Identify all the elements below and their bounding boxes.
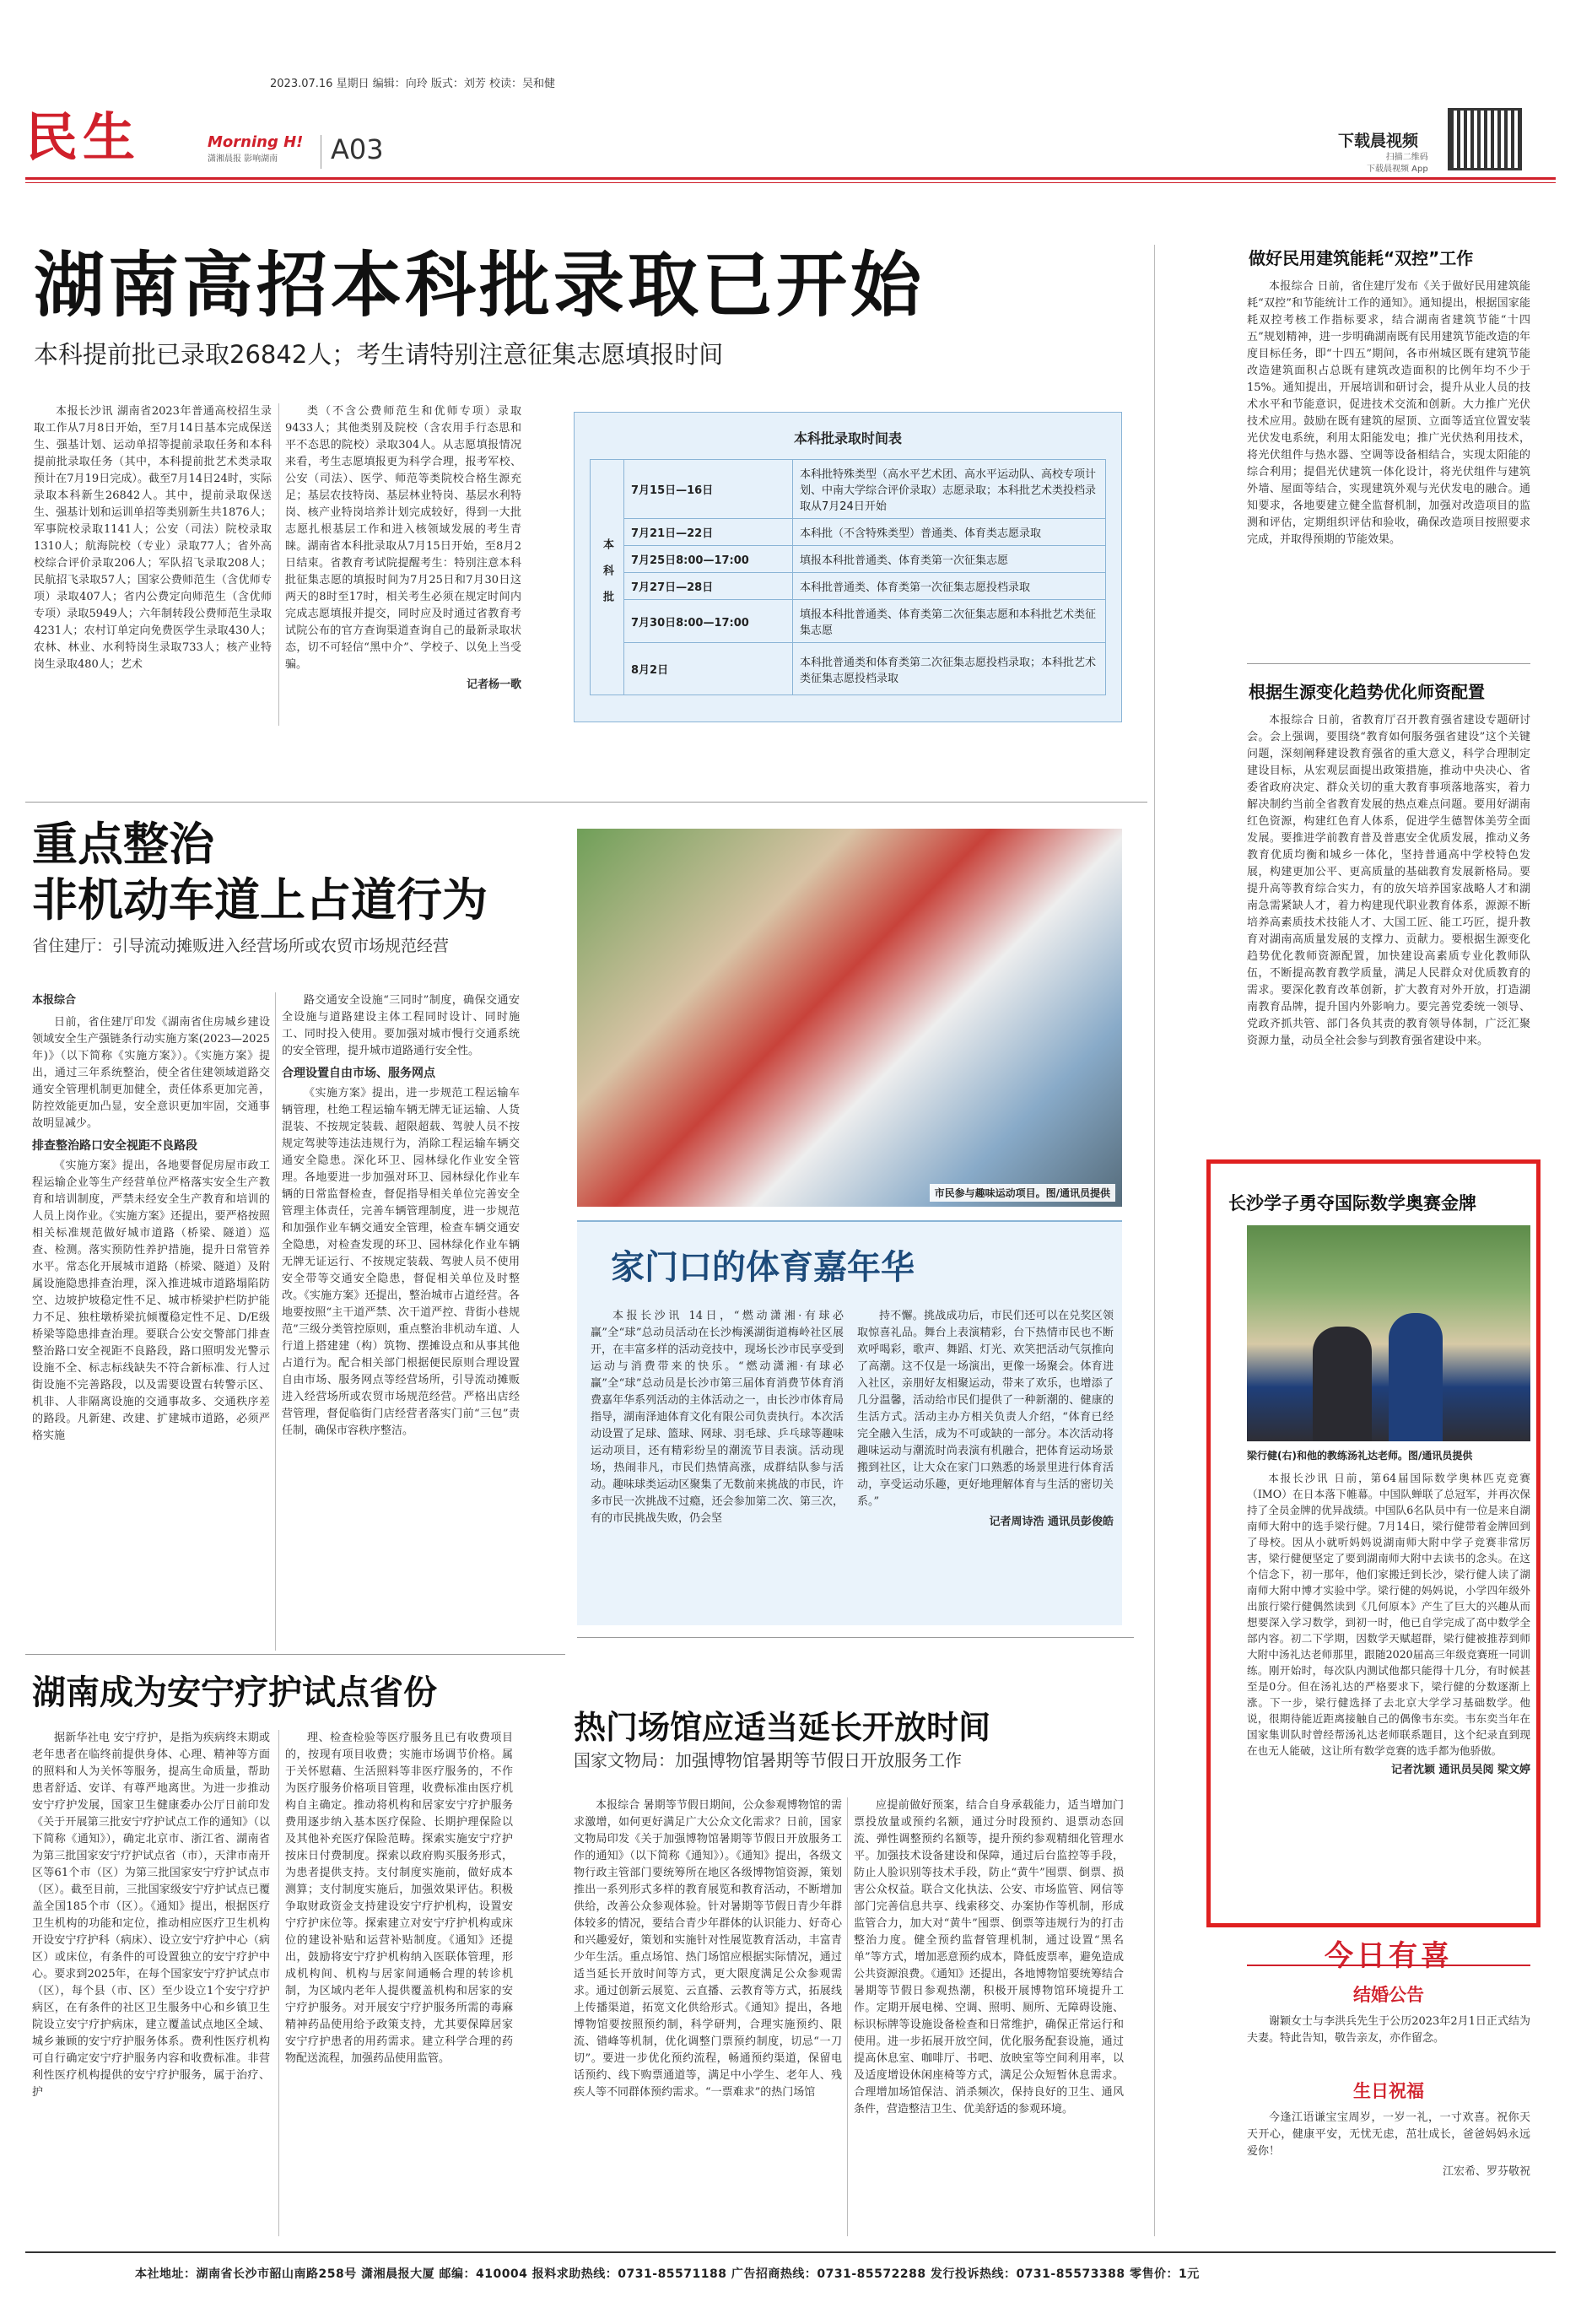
traffic-headline: 重点整治 非机动车道上占道行为 [32,818,488,927]
main-headline: 湖南高招本科批录取已开始 [34,244,925,327]
museum-col-2: 应提前做好预案，结合自身承载能力，适当增加门票投放量或预约名额，通过分时段预约、退票动态回流、弹性调整预约名额等，提升预约参观精细化管理水平。加强技术设备建设和保障，通过后台监控等手段，防止人脸识别等技术手段，防止“黄牛”囤票、倒票、损害公众权益。联合文化执法、公安、市场监管、网信等部门完善信息共享、线索移交、办案协作等机制，形成监管合力，加大对“黄牛”囤票、倒票等违规行为的打击整治力度。健全预约监督管理机制，通过设置“黑名单”等方式，增加恶意预约成本，降低废票率，避免造成公共资源浪费。《通知》还提出，各地博物馆要统筹结合暑期等节假日参观热潮，积极开展博物馆环境提升工作。定期开展电梯、空调、照明、厕所、无障碍设施、标识标牌等设施设备检查和日常维护，确保正常运行和使用。进一步拓展开放空间，优化服务配套设施，通过提高休息室、咖啡厅、书吧、放映室等空间利用率，以及适度增设休闲座椅等方式，满足公众短暂休息需求。合理增加场馆保洁、消杀频次，保持良好的卫生、通风条件，营造整洁卫生、优美舒适的参观环境。 [854,1799,1124,2116]
sports-photo [577,829,1122,1207]
math-headline: 长沙学子勇夺国际数学奥赛金牌 [1228,1193,1476,1213]
happy-banner: 今日有喜 [1247,1932,1530,1966]
medical-col-2: 理、检查检验等医疗服务且已有收费项目的，按现有项目收费；实施市场调节价格。属于关怀慰藉、生活照料等非医疗服务的，不作为医疗服务价格项目管理，收费标准由医疗机构自主确定。推动将机构和居家安宁疗护服务费用逐步纳入基本医疗保险、长期护理保险以及其他补充医疗保险范畴。探索实施安宁疗护按床日付费制度。探索以政府购买服务形式，为患者提供支持。支付制度实施前，做好成本测算；支付制度实施后，加强效果评估。积极争取财政资金支持建设安宁疗护机构，设置安宁疗护床位等。探索建立对安宁疗护机构或床位的建设补贴和运营补贴制度。《通知》还提出，鼓励将安宁疗护机构纳入医联体管理，形成机构间、机构与居家间通畅合理的转诊机制，为区域内老年人提供覆盖机构和居家的安宁疗护服务。对开展安宁疗护服务所需的毒麻精神药品使用给予政策支持，尤其要保障居家安宁疗护患者的用药需求。建立科学合理的药物配送流程，加强药品使用监管。 [285,1732,513,2065]
math-photo-caption: 梁行健(右)和他的教练汤礼达老师。图/通讯员提供 [1247,1450,1473,1462]
traffic-col-2: 路交通安全设施“三同时”制度，确保交通安全设施与道路建设主体工程同时设计、同时施工、同时投入使用。要加强对城市慢行交通系统的安全管理，提升城市道路通行安全性。 合理设置自由市场、服务网点 《实施方案》提出，进一步规范工程运输车辆管理，杜绝工程运输车辆无牌无证运输、人货混装、不按规定装载、超限超载、驾驶人员不按规定驾驶等违法违规行为，消除工程运输车辆交通安全隐患。深化环卫、园林绿化作业安全管理。各地要进一步加强对环卫、园林绿化作业车辆的日常监督检查，督促指导相关单位完善安全管理主体责任，完善车辆管理制度，进一步规范和加强作业车辆交通安全管理，检查车辆交通安全隐患，对检查发现的环卫、园林绿化作业车辆无牌无证运行、不按规定装载、驾驶人员不使用安全带等交通安全隐患，督促相关单位及时整改。《实施方案》还提出，整治城市占道经营。各地要按照“主干道严禁、次干道严控、背街小巷规范”三级分类管控原则，重点整治非机动车道、人行道上搭建建（构）筑物、摆摊设点和从事其他占道行为。配合相关部门根据便民原则合理设置自由市场、服务网点等经营场所，引导流动摊贩进入经营场所或农贸市场规范经营。严格出店经营管理，督促临街门店经营者落实门前“三包”责任制，确保市容秩序整洁。 [282,994,520,1437]
person-left [1313,1327,1372,1441]
museum-subhead: 国家文物局：加强博物馆暑期等节假日开放服务工作 [574,1750,962,1770]
page-number: A03 [331,133,384,165]
app-title: 下载晨视频 [1338,132,1419,150]
sports-col-2: 持不懈。挑战成功后，市民们还可以在兑奖区领取惊喜礼品。舞台上表演精彩，台下热情市民也不断欢呼喝彩，歌声、舞蹈、灯光、欢笑把活动气氛推向了高潮。这不仅是一场演出，更像一场聚会。体育进入社区，亲朋好友相聚运动，带来了欢乐，也增添了几分温馨，活动给市民们提供了一种新潮的、健康的生活方式。活动主办方相关负责人介绍，“体育已经完全融入生活，成为不可或缺的一部分。本次活动将趣味运动与潮流时尚表演有机融合，把体育运动场景搬到社区，让大众在家门口熟悉的场景里进行体育活动，享受运动乐趣，更好地理解体育与生活的密切关系。” 记者周诗浩 通讯员彭俊皓 [857,1310,1114,1528]
math-text: 本报长沙讯 日前，第64届国际数学奥林匹克竞赛（IMO）在日本落下帷幕。中国队蝉联了总冠军，并再次保持了全员金牌的优异战绩。中国队6名队员中有一位是来自湖南师大附中的选手梁行健。7月14日，梁行健带着金牌回到了母校。因从小就听妈妈说湖南师大附中学子竞赛非常厉害，梁行健便坚定了要到湖南师大附中去读书的念头。在这个信念下，初一那年，他们家搬迁到长沙，梁行健人读了湖南师大附中博才实验中学。梁行健的妈妈说，小学四年级外出旅行梁行健偶然读到《几何原本》产生了巨大的兴趣从而想要深入学习数学，到初一时，他已自学完成了高中数学全部内容。初二下学期，因数学天赋超群，梁行健被推荐到师大附中汤礼达老师那里，跟随2020届高三年级竞赛班一同训练。刚开始时，每次队内测试他都只能得十几分，有时候甚至是0分。但在汤礼达的严格要求下，梁行健的分数逐渐上涨。下一步，梁行健选择了去北京大学学习基础数学。他说，很期待能近距离接触自己的偶像韦东奕。韦东奕当年在国家集训队时曾经帮汤礼达老师联系题目，这个纪录直到现在也无人能破，这让所有数学竞赛的选手都为他骄傲。 记者沈颖 通讯员吴阅 梁文婷 [1247,1472,1530,1776]
schedule-title: 本科批录取时间表 [793,430,902,446]
wedding-title: 结婚公告 [1353,1985,1424,2005]
qr-code-icon[interactable] [1448,108,1522,170]
schedule-group-label: 本科批 [591,460,624,695]
traffic-col-1: 本报综合 日前，省住建厅印发《湖南省住房城乡建设领域安全生产强链条行动实施方案(2023—2025年)》（以下简称《实施方案》）。《实施方案》提出，通过三年系统整治，使全省住建领域道路交通安全管理机制更加健全，责任体系更加完善，防控效能更加凸显，安全意识更加牢固，交通事故明显减少。 排查整治路口安全视距不良路段 《实施方案》提出，各地要督促房屋市政工程运输企业等生产经营单位严格落实安全生产教育和培训制度，严禁未经安全生产教育和培训的人员上岗作业。《实施方案》还提出，要严格按照相关标准规范做好城市道路（桥梁、隧道）巡查、检测。落实预防性养护措施，提升日常管养水平。常态化开展城市道路（桥梁、隧道）及附属设施隐患排查治理，深入推进城市道路塌陷防空、边坡护坡稳定性不足、城市桥梁护栏防护能力不足、独柱墩桥梁抗倾覆稳定性不足、D/E级桥梁等隐患排查治理。要联合公安交警部门排查整治路口安全视距不良路段，路口照明发光警示设施不全、标志标线缺失不符合新标准、行人过街设施不完善路段，以及需要设置右转警示区、机非、人非隔离设施的交通事故多、交通秩序差的路段。凡新建、改建、扩建城市道路，必须严格实施 [32,994,270,1442]
medical-headline: 湖南成为安宁疗护试点省份 [32,1673,437,1712]
main-byline: 记者杨一歌 [466,678,521,691]
birthday-title: 生日祝福 [1353,2081,1424,2101]
main-col-1: 本报长沙讯 湖南省2023年普通高校招生录取工作从7月8日开始，至7月14日基本完成保送生、强基计划、运动单招等提前录取任务和本科提前批录取任务（其中，本科提前批艺术类录取预计在7月19日完成）。截至7月14日24时，实际录取本科新生26842人。其中，提前录取保送生、强基计划和运训单招等类别新生共1876人；军事院校录取1141人；公安（司法）院校录取1310人；航海院校（专业）录取77人；省外高校综合评价录取206人；军队招飞录取208人；民航招飞录取57人；国家公费师范生（含优师专项）录取407人；省内公费定向师范生（含优师专项）录取5949人；六年制转段公费师范生录取4231人；农村订单定向免费医学生录取430人；农林、林业、水利特岗生录取733人；核产业特岗生录取480人；艺术 [34,405,272,671]
teacher-text: 本报综合 日前，省教育厅召开教育强省建设专题研讨会。会上强调，要围绕“教育如何服务强省建设”这个关键问题，深刻阐释建设教育强省的重大意义，科学合理制定建设目标，从宏观层面提出政策措施，推动中央决心、省委省政府决定、群众关切的重大教育事项落地落实，着力解决制约当前全省教育发展的热点难点问题。要用好湖南红色资源，构建红色育人体系，促进学生德智体美劳全面发展。要推进学前教育普及普惠安全优质发展，推动义务教育优质均衡和城乡一体化，坚持普通高中学校特色发展，构建更加公平、更高质量的基础教育发展新格局。要提升高等教育综合实力，有的放矢培养国家战略人才和湖南急需紧缺人才，着力构建现代职业教育体系，源源不断培养高素质技术技能人才、大国工匠、能工巧匠，提升教育对湖南高质量发展的支撑力、贡献力。要根据生源变化趋势优化教师资源配置，加快建设高素质专业化教师队伍，不断提高教育教学质量，满足人民群众对优质教育的需求。要深化教育改革创新，扩大教育对外开放，打造湖南教育品牌，提升国内外影响力。要完善党委统一领导、党政齐抓共管、部门各负其责的教育领导体制，广泛汇聚资源力量，动员全社会参与到教育强省建设中来。 [1247,714,1530,1047]
main-col-2: 类（不含公费师范生和优师专项）录取9433人；其他类别及院校（含农用手行态思和平不态思的院校）录取304人。从志愿填报情况来看，考生志愿填报更为科学合理，报考军校、公安（司法）、医学、师范等类院校合格生源充足；基层农技特岗、基层林业特岗、基层水利特岗、核产业特岗培养计划完成较好，得到一大批志愿扎根基层工作和进入核领域发展的考生青睐。湖南省本科批录取从7月15日开始，至8月2日结束。省教育考试院提醒考生：特别注意本科批征集志愿的填报时间为7月25日和7月30日这两天的8时至17时，相关考生必须在规定时间内完成志愿填报并提交，同时应及时通过省教育考试院公布的官方查询渠道查询自己的最新录取状态，切不可轻信“黑中介”、学校子、以免上当受骗。 记者杨一歌 [285,403,521,694]
sports-photo-caption: 市民参与趣味运动项目。图/通讯员提供 [930,1184,1115,1202]
person-right [1389,1313,1443,1441]
medical-col-1: 据新华社电 安宁疗护，是指为疾病终末期或老年患者在临终前提供身体、心理、精神等方面的照料和人为关怀等服务，提高生命质量，帮助患者舒适、安详、有尊严地离世。为进一步推动安宁疗护发展，国家卫生健康委办公厅日前印发《关于开展第三批安宁疗护试点工作的通知》（以下简称《通知》），确定北京市、浙江省、湖南省为第三批国家安宁疗护试点省（市），天津市南开区等61个市（区）为第三批国家安宁疗护试点市（区）。截至目前，三批国家级安宁疗护试点已覆盖全国185个市（区）。《通知》提出，根据医疗卫生机构的功能和定位，推动相应医疗卫生机构开设安宁疗护科（病床）、设立安宁疗护中心（病区）或床位，有条件的可设置独立的安宁疗护中心。要求到2025年，在每个国家安宁疗护试点市（区），每个县（市、区）至少设立1个安宁疗护病区，在有条件的社区卫生服务中心和乡镇卫生院设立安宁疗护病床，建立覆盖试点地区全域、城乡兼顾的安宁疗护服务体系。费利性医疗机构可自行确定安宁疗护服务内容和收费标准。非营利性医疗机构提供的安宁疗护服务，属于治疗、护 [32,1732,270,2099]
traffic-subhead: 省住建厅：引导流动摊贩进入经营场所或农贸市场规范经营 [32,937,450,955]
date-line: 2023.07.16 星期日 编辑：向玲 版式：刘芳 校读：吴和健 [270,78,555,90]
museum-headline: 热门场馆应适当延长开放时间 [574,1709,991,1746]
wedding-text: 谢颖女士与李洪兵先生于公历2023年2月1日正式结为夫妻。特此告知，敬告亲友，亦作留念。 [1247,2015,1530,2045]
birthday-text: 今逢江语谦宝宝周岁，一岁一礼，一寸欢喜。祝你天天开心，健康平安，无忧无虑，茁壮成长，爸爸妈妈永远爱你！ 江宏希、罗芬敬祝 [1247,2111,1530,2178]
main-subhead: 本科提前批已录取26842人；考生请特别注意征集志愿填报时间 [34,340,724,369]
teacher-headline: 根据生源变化趋势优化师资配置 [1249,682,1485,702]
building-text: 本报综合 日前，省住建厅发布《关于做好民用建筑能耗“双控”和节能统计工作的通知》。通知提出，根据国家能耗双控考核工作指标要求，结合湖南省建筑节能“十四五”规划精神，进一步明确湖南既有民用建筑节能改造的年度目标任务，即“十四五”期间，各市州城区既有建筑节能改造建筑面积占总既有建筑改造面积的比例年均不少于15%。通知提出，开展培训和研讨会，提升从业人员的技术水平和节能意识，促进技术交流和创新。大力推广光伏技术应用。鼓励在既有建筑的屋顶、立面等适宜位置安装光伏发电系统，利用太阳能发电；推广光伏热利用技术，将光伏组件与热水器、空调等设备相结合，实现太阳能的综合利用；提倡光伏建筑一体化设计，将光伏组件与建筑外墙、屋面等结合，实现建筑外观与光伏发电的融合。通知要求，各地要建立健全监督机制，加强对改造项目的监测和评估，定期组织评估和验收，确保改造项目按照要求完成，并取得预期的节能效果。 [1247,280,1530,546]
schedule-table: 本科批 7月15日—16日 本科批特殊类型（高水平艺术团、高水平运动队、高校专项计划、中南大学综合评价录取）志愿录取；本科批艺术类投档录取从7月24日开始 7月21日—22日 本科批（不含特殊类型）普通类、体育类志愿录取 7月25日8:00—17:00 填报本科批普通类、体育类第一次征集志愿 7月27日—28日 本科批普通类、体育类第一次征集志愿投档录取 7月30日8:00—17:00 填报本科批普通类、体育类第二次征集志愿和本科批艺术类征集志愿 8月2日 本科批普通类和体育类第二次征集志愿投档录取；本科批艺术类征集志愿投档录取 [590,459,1106,695]
math-photo [1247,1225,1530,1441]
sports-headline: 家门口的体育嘉年华 [611,1248,915,1287]
building-headline: 做好民用建筑能耗“双控”工作 [1249,248,1474,268]
footer: 本社地址：湖南省长沙市韶山南路258号 潇湘晨报大厦 邮编：410004 报料求助热线：0731-85571188 广告招商热线：0731-85572288 发行投诉热线：0731-85573388 零售价：1元 [135,2267,1200,2281]
brand-logo: Morning H! 潇湘晨报 影响湖南 [208,133,304,164]
sports-col-1: 本报长沙讯 14日，“燃动潇湘·有球必赢”全“球”总动员活动在长沙梅溪湖街道梅岭社区展开，在丰富多样的活动竞技中，现场长沙市民享受到运动与消费带来的快乐。“燃动潇湘·有球必赢”全“球”总动员是长沙市第三届体育消费节体育消费嘉年华系列活动的主体活动之一，由长沙市体育局指导，湖南泽迪体育文化有限公司负责执行。本次活动设置了足球、篮球、网球、羽毛球、乒乓球等趣味运动项目，还有精彩纷呈的潮流节目表演。活动现场，热闹非凡，市民们热情高涨，成群结队参与活动。趣味球类运动区聚集了无数前来挑战的市民，许多市民一次挑战不过瘾，还会参加第二次、第三次，有的市民挑战失败，仍会坚 [591,1310,844,1525]
schedule-box [574,412,1122,722]
museum-col-1: 本报综合 暑期等节假日期间，公众参观博物馆的需求激增，如何更好满足广大公众文化需求？日前，国家文物局印发《关于加强博物馆暑期等节假日开放服务工作的通知》（以下简称《通知》）。《通知》提出，各级文物行政主管部门要统筹所在地区各级博物馆资源，策划推出一系列形式多样的教育展览和教育活动，不断增加供给，改善公众参观体验。针对暑期等节假日青少年群体较多的情况，要结合青少年群体的认识能力、好奇心和兴趣爱好，策划和实施针对性展览教育活动，丰富青少年生活。重点场馆、热门场馆应根据实际情况，通过适当延长开放时间等方式，更大限度满足公众参观需求。通过创新云展览、云直播、云教育等方式，拓展线上传播渠道，拓宽文化供给形式。《通知》提出，各地博物馆要按照预约制，科学研判，合理实施预约、限流、错峰等机制，优化调整门票预约制度，切忌“一刀切”。要进一步优化预约流程，畅通预约渠道，保留电话预约、线下购票通道等，满足中小学生、老年人、残疾人等不同群体预约需求。“一票难求”的热门场馆 [574,1799,842,2099]
section-title: 民生 [25,106,141,168]
app-sub: 扫描二维码 下载晨视频 App [1367,153,1428,174]
